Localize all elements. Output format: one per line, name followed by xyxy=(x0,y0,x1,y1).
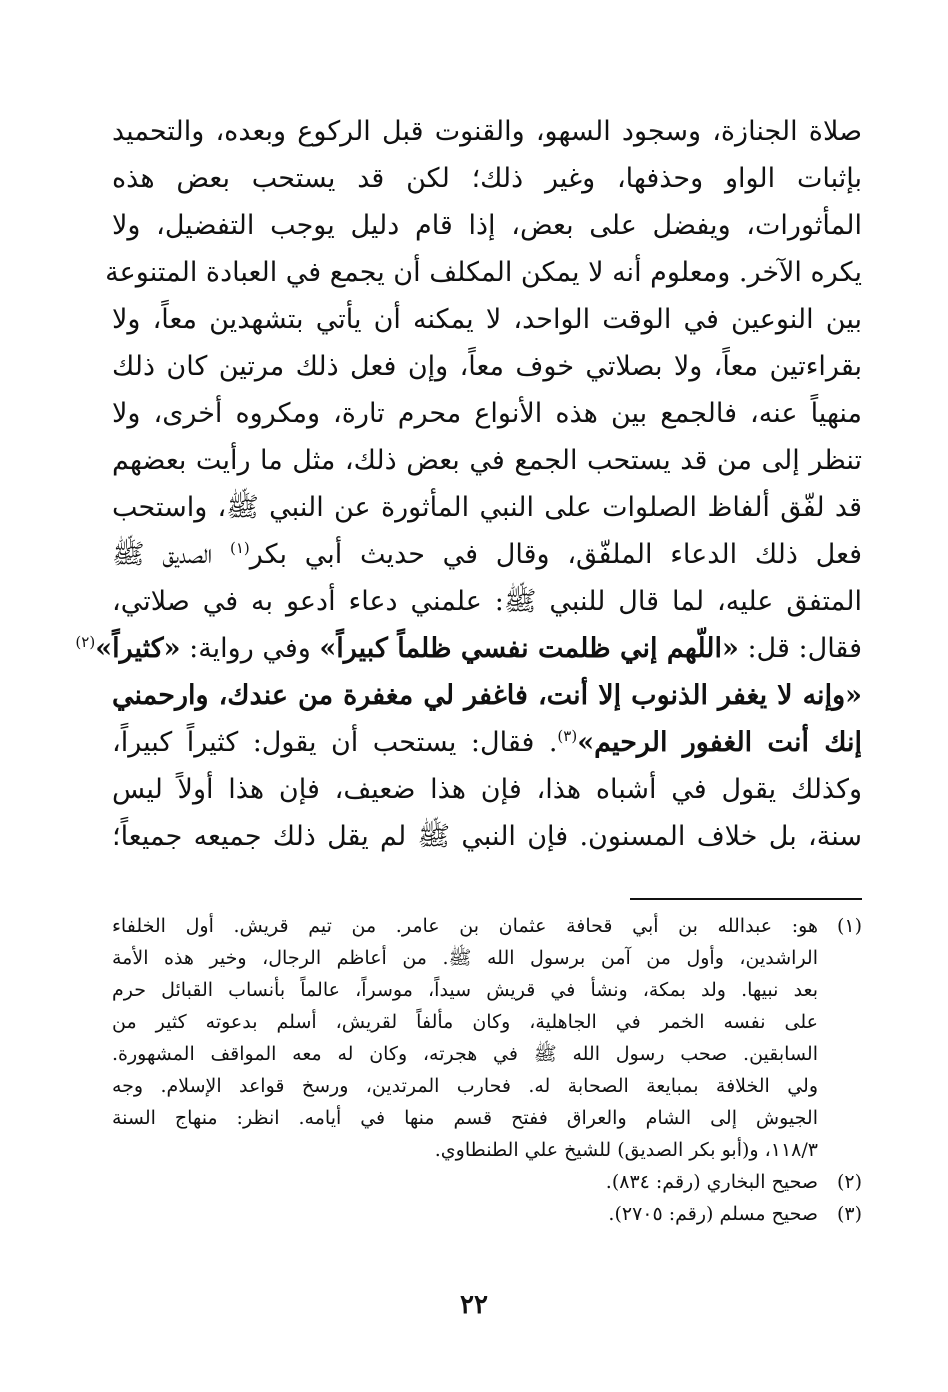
line-text: . فقال: يستحب أن يقول: كثيراً كبيراً، xyxy=(112,727,558,758)
footnote-line: بعد نبيها. ولد بمكة، ونشأ في قريش سيداً، موسراً، عالماً بأنساب القبائل حرم xyxy=(112,979,818,1001)
footnote-line: صحيح مسلم (رقم: ٢٧٠٥). xyxy=(608,1203,818,1225)
footnote-body xyxy=(112,1198,818,1230)
footnote-line: هو: عبدالله بن أبي قحافة عثمان بن عامر. من تيم قريش. أول الخلفاء xyxy=(112,915,818,937)
footnote-line: ١١٨/٣، و(أبو بكر الصديق) للشيخ علي الطنطاوي. xyxy=(434,1139,818,1161)
footnote xyxy=(112,910,862,1166)
footnote xyxy=(112,1198,862,1230)
line-text: فقال: قل: xyxy=(738,633,862,664)
text-line: المتفق عليه، لما قال للنبي ﷺ: علمني دعاء أدعو به في صلاتي، xyxy=(112,586,862,617)
text-line: قد لفّق ألفاظ الصلوات على النبي المأثورة عن النبي ﷺ، واستحب xyxy=(112,492,862,523)
footnote-line: على نفسه الخمر في الجاهلية، وكان مألفاً لقريش، أسلم بدعوته كثير من xyxy=(112,1011,818,1033)
text-line: بإثبات الواو وحذفها، وغير ذلك؛ لكن قد يستحب بعض هذه xyxy=(112,163,862,194)
footnote-line: ولي الخلافة بمبايعة الصحابة له. فحارب المرتدين، ورسخ قواعد الإسلام. وجه xyxy=(112,1075,818,1097)
text-line: المأثورات، ويفضل على بعض، إذا قام دليل يوجب التفضيل، ولا xyxy=(112,210,862,241)
text-line xyxy=(112,531,862,578)
footnote-ref[interactable]: (٢) xyxy=(75,633,96,651)
main-text xyxy=(75,108,862,860)
footnote-divider xyxy=(630,898,862,900)
line-text: فعل ذلك الدعاء الملفّق، وقال في حديث أبي بكر xyxy=(249,539,862,570)
line-text: وفي رواية: xyxy=(180,633,320,664)
page-number: ٢٢ xyxy=(460,1290,488,1320)
line-text: الصديق ﷺ xyxy=(112,539,230,570)
footnote xyxy=(112,1166,862,1198)
footnote-ref[interactable]: (١) xyxy=(229,539,250,557)
footnote-ref[interactable]: (٣) xyxy=(557,727,578,745)
footnote-line: السابقين. صحب رسول الله ﷺ في هجرته، وكان له معه المواقف المشهورة. xyxy=(112,1043,818,1065)
text-line: يكره الآخر. ومعلوم أنه لا يمكن المكلف أن يجمع في العبادة المتنوعة xyxy=(105,257,862,288)
text-line: صلاة الجنازة، وسجود السهو، والقنوت قبل الركوع وبعده، والتحميد xyxy=(112,116,862,147)
footnote-number: (١) xyxy=(836,915,862,937)
footnote-line: الجيوش إلى الشام والعراق ففتح قسم منها في أيامه. انظر: منهاج السنة xyxy=(112,1107,818,1129)
quote-text: «اللّهم إني ظلمت نفسي ظلماً كبيراً» xyxy=(319,633,739,664)
quote-text: إنك أنت الغفور الرحيم» xyxy=(577,727,862,758)
footnote-number: (٢) xyxy=(836,1171,862,1193)
text-line: تنظر إلى من قد يستحب الجمع في بعض ذلك، مثل ما رأيت بعضهم xyxy=(112,445,862,476)
text-line xyxy=(112,719,862,766)
footnote-body xyxy=(112,1166,818,1198)
quote-text: «كثيراً» xyxy=(95,633,181,664)
footnotes xyxy=(112,910,862,1230)
footnote-line: الراشدين، وأول من آمن برسول الله ﷺ. من أعاظم الرجال، وخير هذه الأمة xyxy=(112,947,818,969)
text-line: بين النوعين في الوقت الواحد، لا يمكنه أن يأتي بتشهدين معاً، ولا xyxy=(112,304,862,335)
text-line: بقراءتين معاً، ولا بصلاتي خوف معاً، وإن فعل ذلك مرتين كان ذلك xyxy=(112,351,862,382)
text-line: وكذلك يقول في أشباه هذا، فإن هذا ضعيف، فإن هذا أولاً ليس xyxy=(112,774,862,805)
footnote-body xyxy=(112,910,818,1166)
text-line: سنة، بل خلاف المسنون. فإن النبي ﷺ لم يقل ذلك جميعه جميعاً؛ xyxy=(112,821,862,852)
text-line xyxy=(112,672,862,719)
text-line: منهياً عنه، فالجمع بين هذه الأنواع محرم تارة، ومكروه أخرى، ولا xyxy=(112,398,862,429)
text-line xyxy=(75,625,862,672)
footnote-number: (٣) xyxy=(836,1203,862,1225)
footnote-line: صحيح البخاري (رقم: ٨٣٤). xyxy=(605,1171,818,1193)
quote-text: «وإنه لا يغفر الذنوب إلا أنت، فاغفر لي مغفرة من عندك، وارحمني xyxy=(112,680,862,711)
